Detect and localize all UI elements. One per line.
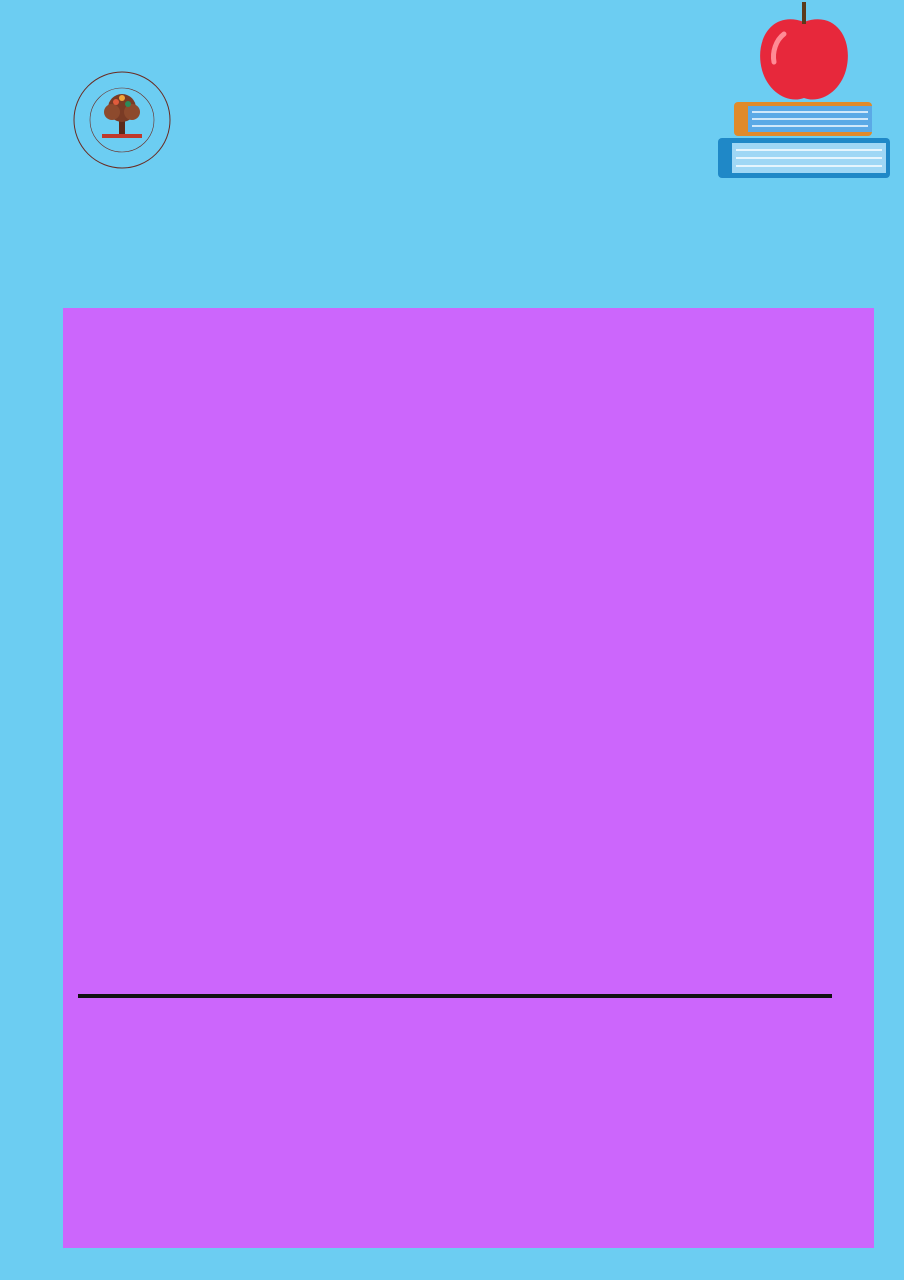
bottom-pencils-decoration — [0, 1120, 904, 1280]
apple-icon — [760, 2, 848, 100]
books-icon — [718, 102, 890, 178]
book-icon — [102, 134, 142, 138]
divider-line — [78, 994, 832, 998]
school-logo — [72, 70, 172, 170]
fee-panel — [63, 308, 874, 1248]
books-apple-decoration — [712, 0, 897, 185]
